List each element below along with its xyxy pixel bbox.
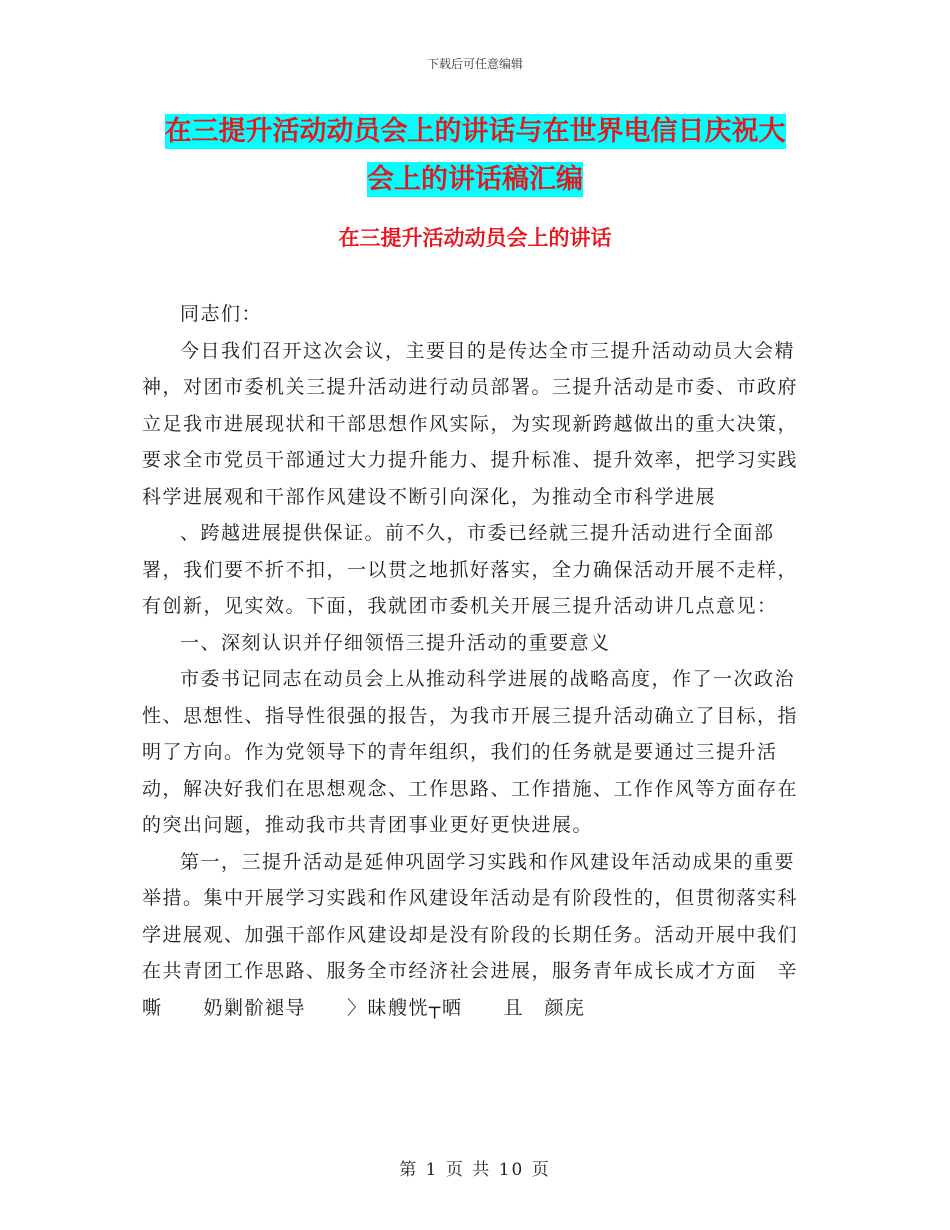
document-body — [142, 296, 802, 1026]
paragraph: 今日我们召开这次会议，主要目的是传达全市三提升活动动员大会精神，对团市委机关三提升活动进行动员部署。三提升活动是市委、市政府立足我市进展现状和干部思想作风实际，为实现新跨越做出的重大决策，要求全市党员干部通过大力提升能力、提升标准、提升效率，把学习实践科学进展观和干部作风建设不断引向深化，为推动全市科学进展 — [142, 339, 799, 508]
paragraph: 、跨越进展提供保证。前不久，市委已经就三提升活动进行全面部署，我们要不折不扣，一以贯之地抓好落实，全力确保活动开展不走样，有创新，见实效。下面，我就团市委机关开展三提升活动讲几点意见： — [142, 522, 799, 617]
document-title-line-2: 会上的讲话稿汇编 — [367, 164, 583, 195]
page-number-footer: 第 1 页 共 10 页 — [399, 1160, 551, 1180]
paragraph-salutation: 同志们： — [180, 303, 263, 325]
section-title: 在三提升活动动员会上的讲话 — [338, 226, 612, 250]
paragraph-heading: 一、深刻认识并仔细领悟三提升活动的重要意义 — [180, 631, 611, 654]
paragraph: 第一，三提升活动是延伸巩固学习实践和作风建设年活动成果的重要举措。集中开展学习实践和作风建设年活动是有阶段性的，但贯彻落实科学进展观、加强干部作风建设却是没有阶段的长期任务。活动开展中我们在共青团工作思路、服务全市经济社会进展，服务青年成长成才方面 辛嘶 奶剿骱褪导 〉昧艘恍┬晒 且 颜庑 — [142, 850, 799, 1019]
document-title-line-1: 在三提升活动动员会上的讲话与在世界电信日庆祝大 — [164, 116, 786, 147]
document-title — [100, 108, 850, 204]
paragraph: 市委书记同志在动员会上从推动科学进展的战略高度，作了一次政治性、思想性、指导性很强的报告，为我市开展三提升活动确立了目标，指明了方向。作为党领导下的青年组织，我们的任务就是要通过三提升活动，解决好我们在思想观念、工作思路、工作措施、工作作风等方面存在的突出问题，推动我市共青团事业更好更快进展。 — [142, 668, 799, 836]
header-note: 下载后可任意编辑 — [426, 57, 523, 71]
